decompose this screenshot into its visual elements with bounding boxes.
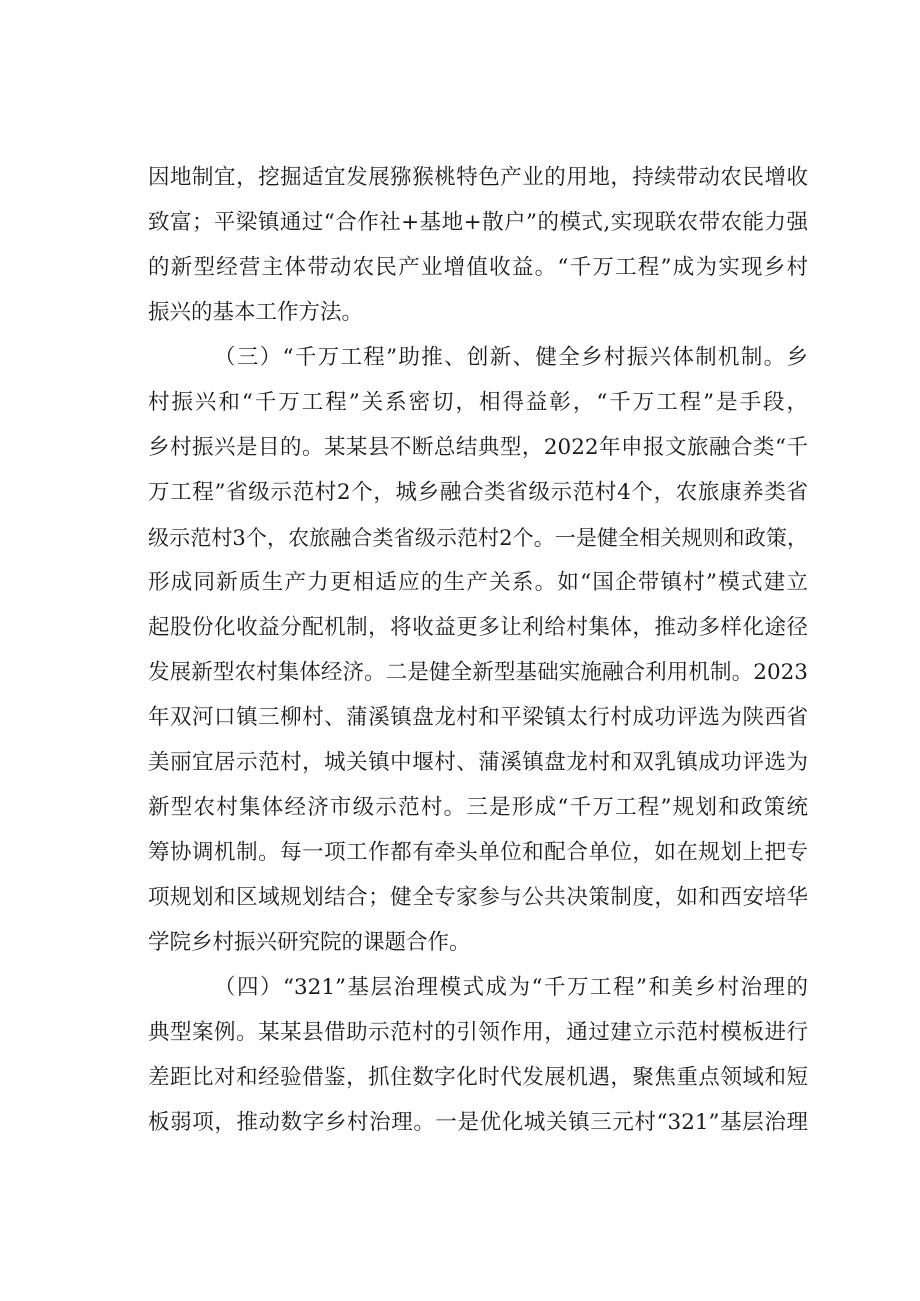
text-line: 项规划和区域规划结合；健全专家参与公共决策制度，如和西安培华 [148,885,808,910]
text-line: 级示范村3个，农旅融合类省级示范村2个。一是健全相关规则和政策， [148,526,808,550]
text-line: 差距比对和经验借鉴，抓住数字化时代发展机遇，聚焦重点领域和短 [148,1065,808,1090]
text-line: 致富；平梁镇通过“合作社+基地+散户”的模式,实现联农带农能力强 [148,210,808,235]
text-line: 板弱项，推动数字乡村治理。一是优化城关镇三元村“321”基层治理 [148,1110,808,1135]
text-line: 乡村振兴是目的。某某县不断总结典型，2022年申报文旅融合类“千 [148,435,808,460]
text-line: 新型农村集体经济市级示范村。三是形成“千万工程”规划和政策统 [148,795,808,820]
text-line: 起股份化收益分配机制，将收益更多让利给村集体，推动多样化途径 [148,615,808,640]
text-line: 学院乡村振兴研究院的课题合作。 [148,930,471,955]
text-line: 村振兴和“千万工程”关系密切，相得益彰，“千万工程”是手段， [148,390,808,415]
text-line: 发展新型农村集体经济。二是健全新型基础实施融合利用机制。2023 [148,660,808,685]
text-line: 年双河口镇三柳村、蒲溪镇盘龙村和平梁镇太行村成功评选为陕西省 [148,705,808,730]
section-heading-line: （四）“321”基层治理模式成为“千万工程”和美乡村治理的 [214,975,808,1000]
text-line: 因地制宜，挖掘适宜发展猕猴桃特色产业的用地，持续带动农民增收 [148,165,808,190]
text-line: 的新型经营主体带动农民产业增值收益。“千万工程”成为实现乡村 [148,255,808,280]
text-line: 振兴的基本工作方法。 [148,300,364,325]
text-line: 形成同新质生产力更相适应的生产关系。如“国企带镇村”模式建立 [148,570,808,595]
text-line: 美丽宜居示范村，城关镇中堰村、蒲溪镇盘龙村和双乳镇成功评选为 [148,750,808,775]
section-heading-line: （三）“千万工程”助推、创新、健全乡村振兴体制机制。乡 [214,345,808,370]
text-line: 筹协调机制。每一项工作都有牵头单位和配合单位，如在规划上把专 [148,840,808,865]
text-line: 万工程”省级示范村2个，城乡融合类省级示范村4个，农旅康养类省 [148,480,808,505]
text-line: 典型案例。某某县借助示范村的引领作用，通过建立示范村模板进行 [148,1020,808,1045]
